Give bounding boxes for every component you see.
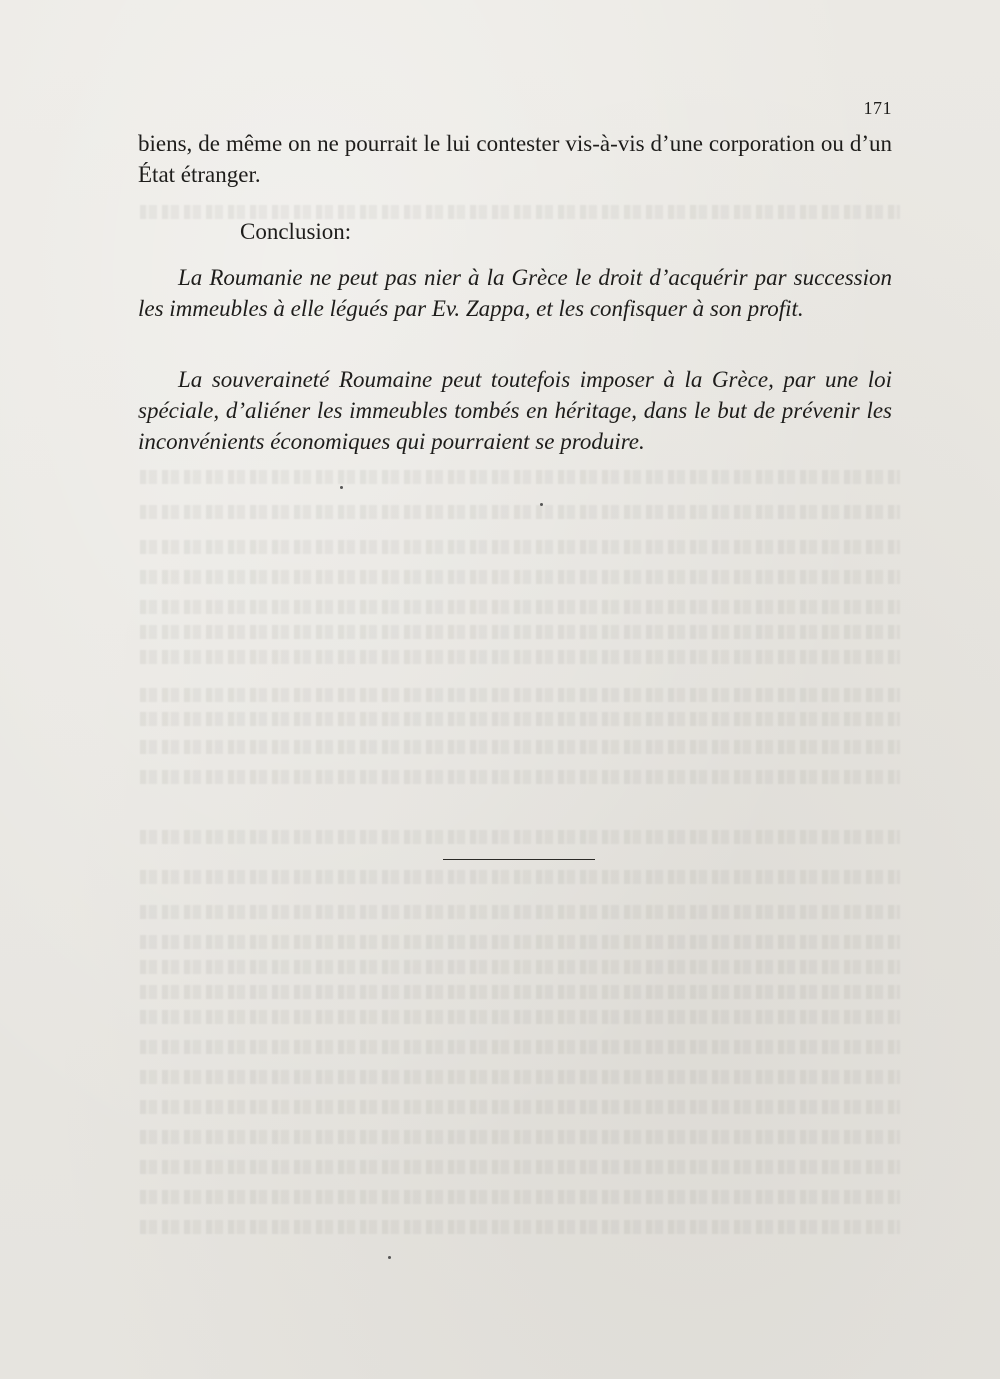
end-rule — [443, 859, 595, 860]
show-through — [140, 688, 900, 702]
show-through — [140, 1100, 900, 1114]
show-through — [140, 960, 900, 974]
show-through — [140, 935, 900, 949]
show-through — [140, 570, 900, 584]
show-through — [140, 600, 900, 614]
show-through — [140, 470, 900, 484]
show-through — [140, 1070, 900, 1084]
conclusion-paragraph-2: La souveraineté Roumaine peut toutefois imposer à la Grèce, par une loi spéciale, d’aliéner les immeubles tombés en héritage, dans le but de prévenir les inconvénients économiques qui pourraient se produire. — [138, 367, 892, 454]
show-through — [140, 1130, 900, 1144]
show-through — [140, 650, 900, 664]
show-through — [140, 770, 900, 784]
show-through — [140, 505, 900, 519]
show-through — [140, 540, 900, 554]
show-through — [140, 1220, 900, 1234]
show-through — [140, 1190, 900, 1204]
show-through — [140, 740, 900, 754]
paragraph-continuation: biens, de même on ne pourrait le lui contester vis-à-vis d’une corporation ou d’un État étranger. — [138, 131, 892, 187]
ink-speck — [340, 486, 343, 489]
page-number: 171 — [863, 98, 892, 118]
show-through — [140, 985, 900, 999]
show-through — [140, 625, 900, 639]
show-through — [140, 905, 900, 919]
show-through — [140, 1040, 900, 1054]
show-through — [140, 712, 900, 726]
conclusion-paragraph-1: La Roumanie ne peut pas nier à la Grèce le droit d’acquérir par succession les immeubles à elle légués par Ev. Zappa, et les confisquer à son profit. — [138, 265, 892, 321]
show-through — [140, 830, 900, 844]
show-through — [140, 1160, 900, 1174]
ink-speck — [540, 503, 543, 506]
show-through — [140, 870, 900, 884]
ink-speck — [388, 1256, 391, 1259]
conclusion-heading: Conclusion: — [240, 219, 352, 244]
show-through — [140, 1010, 900, 1024]
